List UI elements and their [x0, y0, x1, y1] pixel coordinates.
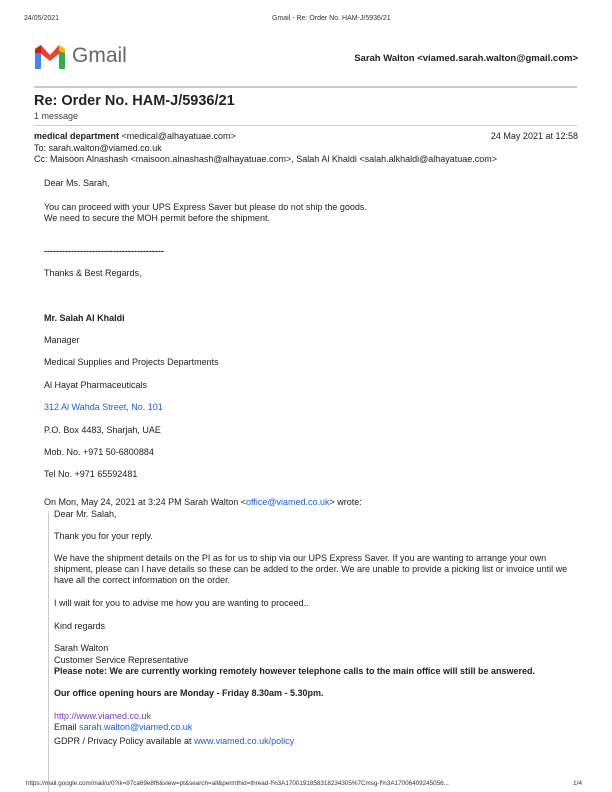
sender-email: <medical@alhayatuae.com>: [121, 131, 236, 141]
account-label: Sarah Walton <viamed.sarah.walton@gmail.com>: [354, 53, 578, 64]
greeting: Dear Ms. Sarah,: [44, 178, 110, 188]
page-number: 1/4: [573, 780, 583, 787]
quote-intro-text: > wrote:: [329, 497, 362, 507]
gmail-logo-icon: [35, 45, 65, 69]
gdpr-label: GDPR / Privacy Policy available at: [54, 736, 195, 746]
quote-note: Please note: We are currently working remotely however telephone calls to the main office will still be answered.: [54, 666, 535, 676]
to-line: To: sarah.walton@viamed.co.uk: [34, 143, 162, 153]
signature-mobile: Mob. No. +971 50-6800884: [44, 447, 154, 457]
gdpr-link[interactable]: www.viamed.co.uk/policy: [194, 736, 295, 746]
body-line: You can proceed with your UPS Express Saver but please do not ship the goods.: [44, 202, 367, 212]
signature-title: Manager: [44, 335, 80, 345]
print-url: https://mail.google.com/mail/u/0?ik=97ca69e8f6&view=pt&search=all&permthid=thread-f%3A1700191858318234305%7Cmsg-f%3A17006409245056...: [26, 780, 449, 787]
divider: [34, 86, 577, 88]
quote-gdpr: [54, 736, 574, 747]
signature-address-link[interactable]: 312 Al Wahda Street, No. 101: [44, 402, 163, 412]
print-date: 24/05/2021: [24, 15, 60, 22]
signature-dept: Medical Supplies and Projects Departments: [44, 357, 219, 367]
quote-role: Customer Service Representative: [54, 655, 189, 665]
cc-line: Cc: Maisoon Alnashash <maisoon.alnashash@alhayatuae.com>, Salah Al Khaldi <salah.alkhaldi@alhayatuae.com>: [34, 154, 498, 164]
separator: ----------------------------------------: [44, 246, 164, 256]
quote-paragraph: We have the shipment details on the PI as for us to ship via our UPS Express Saver. If you are wanting to arrange your own shipment, please can I have details so these can be added to the order. We are unable to provide a picking list or invoice until we have all the correct information on the order.: [54, 553, 568, 585]
quote-bar: [48, 511, 49, 792]
signature-po: P.O. Box 4483, Sharjah, UAE: [44, 425, 161, 435]
quote-greeting: Dear Mr. Salah,: [54, 509, 117, 519]
quote-intro-text: On Mon, May 24, 2021 at 3:24 PM Sarah Walton <: [44, 497, 247, 507]
gmail-logo-text: Gmail: [72, 44, 127, 67]
email-label: Email: [54, 722, 80, 732]
quote-email: [54, 722, 574, 733]
print-title: Gmail - Re: Order No. HAM-J/5936/21: [272, 15, 391, 22]
closing: Thanks & Best Regards,: [44, 268, 142, 278]
email-link[interactable]: sarah.walton@viamed.co.uk: [79, 722, 193, 732]
quote-name: Sarah Walton: [54, 643, 109, 653]
email-subject: Re: Order No. HAM-J/5936/21: [34, 93, 235, 109]
signature-tel: Tel No. +971 65592481: [44, 469, 138, 479]
quote-intro: [44, 497, 362, 508]
quote-wait: I will wait for you to advise me how you are wanting to proceed..: [54, 598, 309, 608]
signature-company: Al Hayat Pharmaceuticals: [44, 380, 148, 390]
website-link[interactable]: http://www.viamed.co.uk: [54, 711, 152, 721]
message-count: 1 message: [34, 111, 79, 121]
sender-name: medical department: [34, 131, 120, 141]
message-date: 24 May 2021 at 12:58: [490, 131, 578, 141]
quote-regards: Kind regards: [54, 621, 106, 631]
quote-thanks: Thank you for your reply.: [54, 531, 153, 541]
divider: [34, 125, 577, 126]
sender: [34, 131, 236, 141]
quote-email-link[interactable]: office@viamed.co.uk: [246, 497, 330, 507]
quote-hours: Our office opening hours are Monday - Friday 8.30am - 5.30pm.: [54, 688, 324, 698]
signature-name: Mr. Salah Al Khaldi: [44, 313, 125, 323]
body-line: We need to secure the MOH permit before the shipment.: [44, 213, 270, 223]
